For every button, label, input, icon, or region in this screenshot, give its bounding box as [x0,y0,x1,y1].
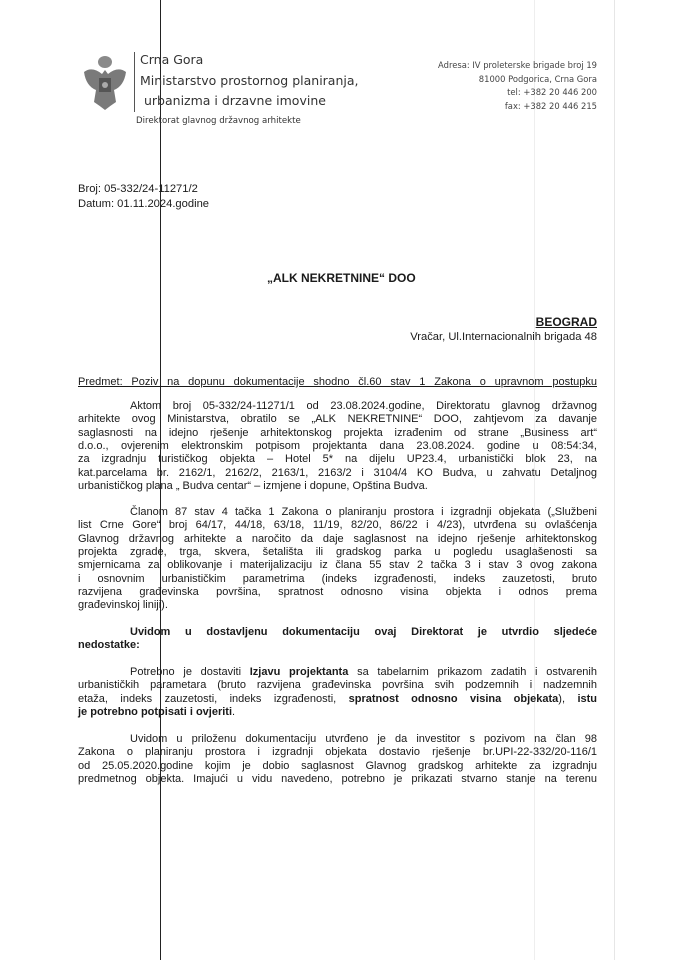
text-line [78,760,597,773]
text-segment: Članom 87 stav 4 tačka 1 Zakona o planiranju prostora i izgradnji objekata („Službeni [130,506,597,518]
bold-text: nedostatke: [78,639,140,652]
text-segment: . [232,706,236,719]
text-segment: urbanističkog plana „ Budva centar“ – izmjene i dopune, Opština Budva. [78,480,428,493]
text-line [78,546,597,559]
text-line [78,746,597,759]
address-line: Adresa: IV proleterske brigade broj 19 [438,60,597,70]
fax-line: fax: +382 20 446 215 [504,100,597,111]
text-line [78,599,597,612]
text-line [78,413,597,426]
text-segment: list Crne Gore“ broj 64/17, 44/18, 63/18, 11/19, 82/20, 86/22 i 4/23), utvrđena su ovlašćenja [78,519,597,532]
text-segment: sa tabelarnim prikazom zadatih i ostvarenih [348,666,597,678]
text-segment: d.o.o., ovjerenim elektronskim potpisom projektanta dana 23.08.2024. godine u 08:54:34, [78,440,597,453]
phone-line: tel: +382 20 446 200 [507,87,597,98]
text-segment: za izgradnju turističkog objekta – Hotel 5* na dijelu UP23.4, urbanistički blok 23, na [78,453,597,466]
bold-text: je potrebno potpisati i ovjeriti [78,706,233,719]
reference-date: Datum: 01.11.2024.godine [78,198,210,210]
text-segment: arhitekte ovog Ministarstva, obratilo se „ALK NEKRETNINE“ DOO, zahtjevom za davanje [78,413,597,426]
letterhead-divider [134,52,135,112]
body-paragraph [78,733,597,786]
text-line [78,666,597,679]
bold-text: Uvidom u dostavljenu dokumentaciju ovaj Direktorat je utvrdio sljedeće [130,626,597,638]
country-name: Crna Gora [140,52,204,67]
text-segment: razvijena građevinska površina, spratnost odnosno visina objekta i odnos prema [78,586,597,599]
reference-number: Broj: 05-332/24-11271/2 [78,183,198,195]
findings-heading [78,626,597,653]
ministry-name-line1: Ministarstvo prostornog planiranja, [140,73,359,88]
text-line [78,733,597,746]
text-line [78,706,597,719]
text-segment: urbanističkih parametara (bruto razvijena građevinska površina svih podzemnih i nadzemnih [78,679,597,692]
text-segment: građevinskoj liniji). [78,599,168,612]
recipient-city: BEOGRAD [535,315,597,329]
text-segment: saglasnosti na idejno rješenje arhitektonskog projekta izrađenim od strane „Business art“ [78,426,597,439]
bold-text: Izjavu projektanta [249,666,349,678]
text-line [78,400,597,413]
text-line [78,519,597,532]
body-paragraph [78,506,597,613]
text-line [78,467,597,480]
text-line [78,453,597,466]
body-paragraph [78,400,597,493]
text-line [78,773,597,786]
scan-artifact-line [614,0,615,960]
text-line [78,586,597,599]
text-segment: kat.parcelama br. 2162/1, 2162/2, 2163/1, 2163/2 i 3104/4 KO Budva, u zahvatu Detaljnog [78,466,597,479]
text-segment: Aktom broj 05-332/24-11271/1 od 23.08.2024.godine, Direktoratu glavnog državnog [130,400,597,412]
deficiency-paragraph [78,666,597,719]
text-line [78,626,597,639]
bold-text: istu [577,692,597,705]
text-segment: ), [558,692,578,705]
text-line [78,480,597,493]
text-line [78,533,597,546]
text-segment: etaža, indeks zauzetosti, indeks izgrađenosti, [78,692,349,705]
recipient-name: „ALK NEKRETNINE“ DOO [267,271,416,285]
coat-of-arms-emblem [80,54,130,112]
text-segment: smjernicama za oblikovanje i materijalizaciju iz člana 55 stav 2 tačka 3 i stav 3 ovog zakona [78,559,597,572]
text-line [78,559,597,572]
text-segment: od 25.05.2020.godine kojim je dobio saglasnost Glavnog gradskog arhitekte za izgradnju [78,759,597,772]
text-line [78,573,597,586]
bold-text: spratnost odnosno visina objekata [348,692,559,705]
text-segment: projekta zgrade, trga, skvera, šetališta ili gradskog parka u pogledu usaglašenosti sa [78,546,597,559]
text-line [78,506,597,519]
address-block [438,59,597,113]
text-line [78,639,597,652]
text-segment: Uvidom u priloženu dokumentaciju utvrđeno je da investitor s pozivom na član 98 [130,733,597,745]
text-segment: i osnovnim urbanističkim parametrima (indeks izgrađenosti, indeks zauzetosti, bruto [78,572,597,585]
text-line [78,427,597,440]
text-line [78,693,597,706]
text-segment: predmetnog objekta. Imajući u vidu navedeno, potrebno je prikazati stvarno stanje na terenu [78,773,597,786]
text-line [78,440,597,453]
recipient-street: Vračar, Ul.Internacionalnih brigada 48 [410,331,597,343]
directorate-name: Direktorat glavnog državnog arhitekte [136,116,301,126]
ministry-name-line2: urbanizma i drzavne imovine [144,93,326,108]
text-segment: Zakona o planiranju prostora i izgradnji objekata dostavio rješenje br.UPI-22-332/20-116/1 [78,746,597,759]
text-segment: Glavnog državnog arhitekte a naročito da daje saglasnost na idejno rješenje arhitektonskog [78,532,597,545]
text-line [78,679,597,692]
address-line: 81000 Podgorica, Crna Gora [478,73,597,84]
text-segment: Potrebno je dostaviti [130,666,250,678]
subject-line: Predmet: Poziv na dopunu dokumentacije shodno čl.60 stav 1 Zakona o upravnom postupku [78,376,597,388]
